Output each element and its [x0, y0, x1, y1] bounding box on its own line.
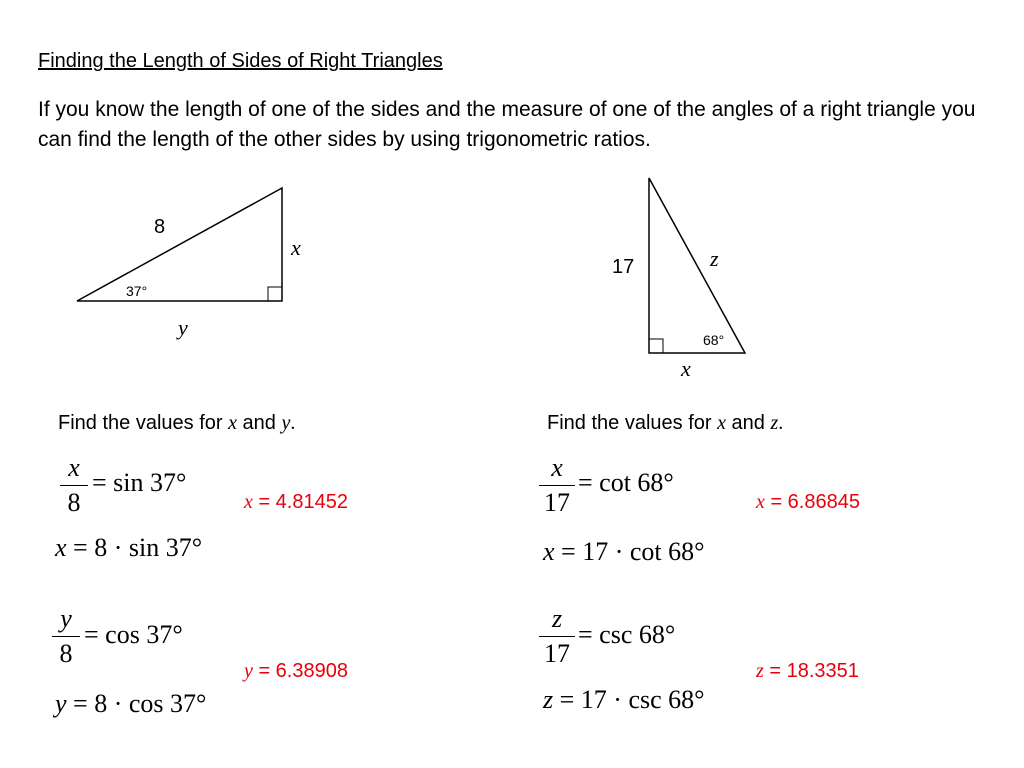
- left-eq3-fraction: y 8: [52, 604, 80, 669]
- right-eq2: x = 17 · cot 68°: [543, 537, 705, 566]
- right-prompt: Find the values for x and z.: [547, 412, 784, 434]
- right-triangle: [649, 178, 745, 353]
- left-answer-x: x = 4.81452: [244, 491, 348, 513]
- left-eq1-fraction: x 8: [60, 453, 88, 518]
- intro-paragraph: If you know the length of one of the sides and the measure of one of the angles of a right triangle you can find the length of the other sides by using trigonometric ratios.: [38, 98, 976, 151]
- right-answer-z: z = 18.3351: [756, 660, 859, 682]
- right-hyp-label: z: [710, 246, 719, 271]
- left-adj-label: y: [178, 315, 188, 340]
- left-eq2: x = 8 · sin 37°: [55, 533, 203, 562]
- left-hyp-label: 8: [154, 216, 166, 238]
- right-base-label: x: [681, 356, 691, 381]
- right-eq3-rhs: = csc 68°: [578, 620, 676, 649]
- right-eq1-fraction: x 17: [539, 453, 575, 518]
- left-opp-label: x: [291, 235, 301, 260]
- left-answer-y: y = 6.38908: [244, 660, 348, 682]
- left-eq1-rhs: = sin 37°: [92, 468, 187, 497]
- left-prompt: Find the values for x and y.: [58, 412, 296, 434]
- right-leg-label: 17: [612, 256, 635, 278]
- right-eq4: z = 17 · csc 68°: [543, 685, 705, 714]
- left-eq3-rhs: = cos 37°: [84, 620, 183, 649]
- left-angle-label: 37°: [126, 283, 148, 299]
- right-angle-label: 68°: [703, 332, 725, 348]
- left-triangle: [77, 188, 282, 301]
- right-eq3-fraction: z 17: [539, 604, 575, 669]
- right-eq1-rhs: = cot 68°: [578, 468, 674, 497]
- right-answer-x: x = 6.86845: [756, 491, 860, 513]
- page-title: Finding the Length of Sides of Right Triangles: [38, 50, 443, 72]
- left-eq4: y = 8 · cos 37°: [55, 689, 207, 718]
